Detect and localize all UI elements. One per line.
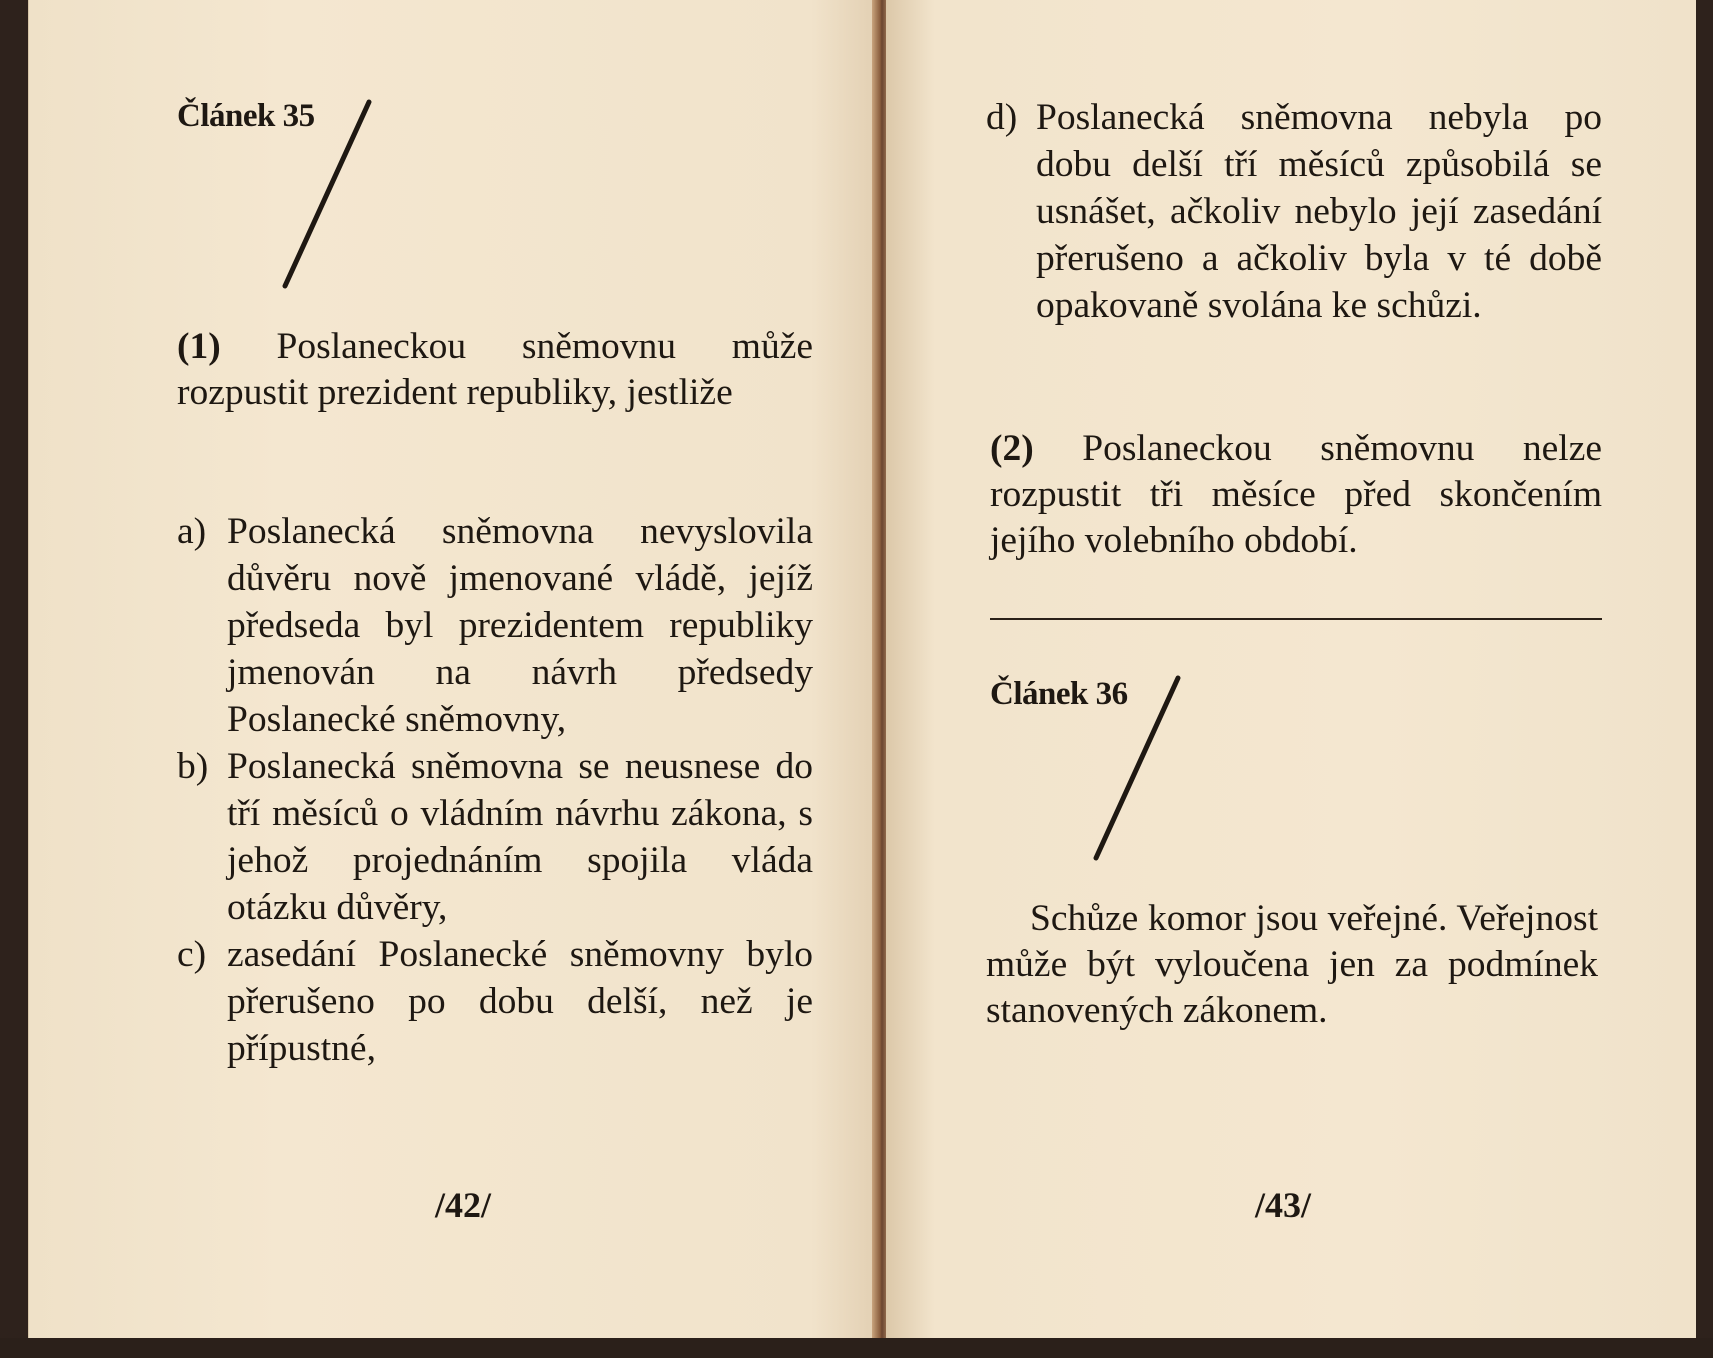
list-item-mark: d) <box>986 97 1018 138</box>
page-number-left: /42/ <box>435 1185 492 1225</box>
paragraph-2-number: (2) <box>990 428 1034 469</box>
list-item <box>177 931 813 1072</box>
heading-slash-decoration <box>1066 672 1196 872</box>
list-item <box>986 94 1602 329</box>
paragraph-2 <box>990 426 1602 564</box>
list-item-text: Poslanecká sněmovna nevyslovila důvěru nově jmenované vládě, jejíž předseda byl prezidentem republiky jmenován na návrh předsedy Poslanecké sněmovny, <box>227 511 813 740</box>
heading-slash-decoration <box>249 96 389 296</box>
list-item-text: zasedání Poslanecké sněmovny bylo přerušeno po dobu delší, než je přípustné, <box>227 934 813 1069</box>
article-36-heading: Článek 36 <box>990 676 1128 712</box>
article-35-heading: Článek 35 <box>177 98 315 134</box>
paragraph-1-number: (1) <box>177 326 221 367</box>
list-item-mark: c) <box>177 934 207 975</box>
section-divider <box>990 618 1602 620</box>
list-item-mark: a) <box>177 511 207 552</box>
list-item <box>177 508 813 743</box>
list-item <box>177 743 813 931</box>
page-number-right: /43/ <box>1255 1185 1312 1225</box>
list-item-text: Poslanecká sněmovna se neusnese do tří měsíců o vládním návrhu zákona, s jehož projednáním spojila vláda otázku důvěry, <box>227 746 813 928</box>
paragraph-1-text: Poslaneckou sněmovnu může rozpustit prezident republiky, jestliže <box>177 326 813 413</box>
paragraph-3: Schůze komor jsou veřejné. Veřejnost může být vyloučena jen za podmínek stanovených zákonem. <box>986 898 1598 1031</box>
left-page <box>28 0 879 1340</box>
conditions-list-right <box>986 94 1602 329</box>
book-bottom-edge <box>0 1338 1713 1358</box>
right-page <box>886 0 1696 1340</box>
paragraph-2-text: Poslaneckou sněmovnu nelze rozpustit tři měsíce před skončením jejího volebního období. <box>990 428 1602 561</box>
conditions-list-left <box>177 508 813 1072</box>
paragraph-1 <box>177 324 813 416</box>
list-item-mark: b) <box>177 746 209 787</box>
list-item-text: Poslanecká sněmovna nebyla po dobu delší tří měsíců způsobilá se usnášet, ačkoliv nebylo její zasedání přerušeno a ačkoliv byla v té době opakovaně svolána ke schůzi. <box>1036 97 1602 326</box>
